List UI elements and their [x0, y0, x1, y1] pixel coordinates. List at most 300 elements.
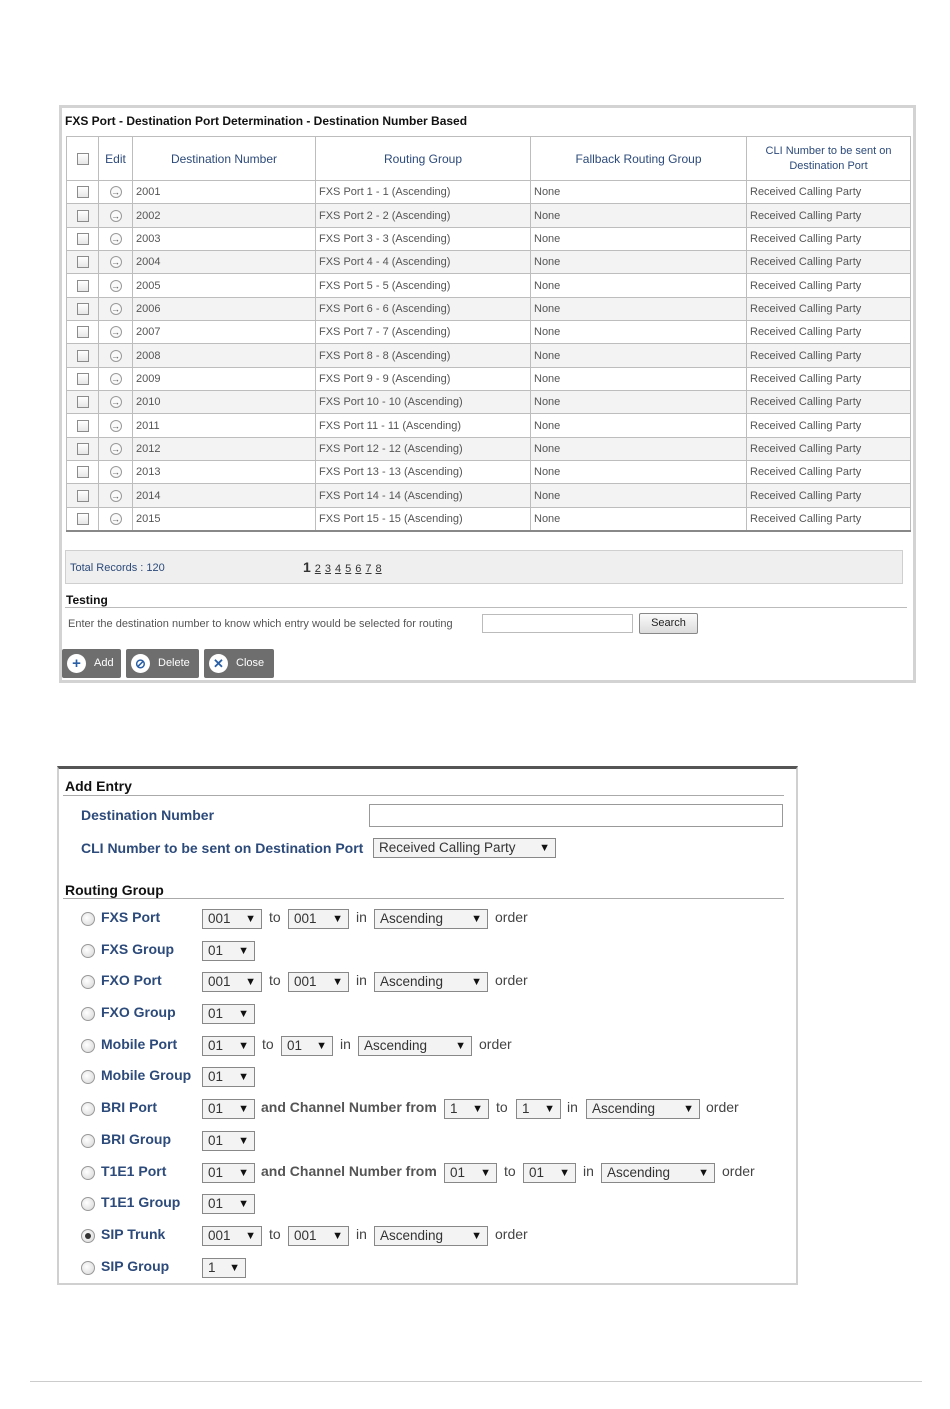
routing-group-cell: FXS Port 10 - 10 (Ascending)	[316, 391, 531, 414]
select-value: 001	[208, 1228, 231, 1243]
chevron-down-icon: ▼	[245, 1230, 256, 1242]
chevron-down-icon: ▼	[332, 1230, 343, 1242]
routing-group-cell: FXS Port 5 - 5 (Ascending)	[316, 274, 531, 297]
close-icon: ✕	[209, 654, 228, 673]
chevron-down-icon: ▼	[238, 1135, 249, 1147]
fxo-port-to-select[interactable]	[288, 972, 349, 992]
select-value: 01	[287, 1038, 303, 1053]
t1e1-group-radio[interactable]	[81, 1197, 95, 1211]
fallback-routing-cell: None	[531, 507, 747, 530]
fallback-routing-cell: None	[531, 227, 747, 250]
row-checkbox[interactable]	[77, 326, 89, 338]
select-value: 01	[208, 1196, 224, 1211]
row-checkbox[interactable]	[77, 303, 89, 315]
destination-number-cell: 2013	[133, 461, 316, 484]
cli-label: CLI Number to be sent on Destination Port	[81, 840, 364, 856]
bri-port-label: BRI Port	[101, 1099, 157, 1115]
cli-number-cell: Received Calling Party	[747, 507, 911, 530]
fallback-routing-cell: None	[531, 297, 747, 320]
row-select-cell[interactable]	[67, 367, 99, 390]
table-row	[67, 484, 911, 507]
bri-port-radio[interactable]	[81, 1102, 95, 1116]
row-edit-cell[interactable]	[99, 437, 133, 460]
to-text: to	[496, 1099, 508, 1115]
fxs-port-radio[interactable]	[81, 912, 95, 926]
table-row	[67, 414, 911, 437]
mobile-port-label: Mobile Port	[101, 1036, 178, 1052]
sip-trunk-label: SIP Trunk	[101, 1226, 166, 1242]
arrow-right-icon[interactable]: →	[111, 397, 120, 408]
row-edit-cell[interactable]	[99, 204, 133, 227]
table-row	[67, 181, 911, 204]
row-select-cell[interactable]	[67, 181, 99, 204]
order-text: order	[495, 972, 528, 988]
select-value: Ascending	[364, 1038, 428, 1053]
total-records: Total Records : 120	[70, 562, 165, 574]
mobile-group-select[interactable]	[202, 1067, 255, 1087]
row-select-cell[interactable]	[67, 321, 99, 344]
table-row	[67, 297, 911, 320]
row-edit-cell[interactable]	[99, 321, 133, 344]
chevron-down-icon: ▼	[238, 1071, 249, 1083]
arrow-right-icon[interactable]: →	[111, 233, 120, 244]
routing-group-cell: FXS Port 11 - 11 (Ascending)	[316, 414, 531, 437]
to-text: to	[504, 1163, 516, 1179]
bri-group-select[interactable]	[202, 1131, 255, 1151]
bri-channel-from-select[interactable]	[444, 1099, 489, 1119]
row-select-cell[interactable]	[67, 344, 99, 367]
routing-group-cell: FXS Port 9 - 9 (Ascending)	[316, 367, 531, 390]
destination-number-cell: 2010	[133, 391, 316, 414]
routing-group-cell: FXS Port 12 - 12 (Ascending)	[316, 437, 531, 460]
plus-icon: +	[67, 654, 86, 673]
t1e1-port-select[interactable]	[202, 1163, 255, 1183]
cli-number-cell: Received Calling Party	[747, 391, 911, 414]
select-value: Ascending	[380, 1228, 444, 1243]
add-entry-panel	[57, 766, 798, 1285]
fallback-routing-cell: None	[531, 321, 747, 344]
row-select-cell[interactable]	[67, 484, 99, 507]
table-row	[67, 227, 911, 250]
page-link[interactable]: 3	[324, 563, 332, 575]
channel-text: and Channel Number from	[261, 1163, 437, 1179]
cli-number-cell: Received Calling Party	[747, 461, 911, 484]
search-button[interactable]: Search	[639, 613, 698, 634]
select-value: 1	[208, 1260, 216, 1275]
fallback-routing-cell: None	[531, 461, 747, 484]
row-checkbox[interactable]	[77, 350, 89, 362]
mobile-port-to-select[interactable]	[281, 1036, 333, 1056]
mobile-port-from-select[interactable]	[202, 1036, 255, 1056]
mobile-port-radio[interactable]	[81, 1039, 95, 1053]
row-checkbox[interactable]	[77, 443, 89, 455]
routing-table	[66, 136, 911, 532]
in-text: in	[356, 1226, 367, 1242]
row-checkbox[interactable]	[77, 256, 89, 268]
cli-number-cell: Received Calling Party	[747, 274, 911, 297]
add-entry-heading: Add Entry	[65, 778, 132, 794]
routing-group-heading: Routing Group	[65, 882, 164, 898]
t1e1-port-order-select[interactable]	[601, 1163, 715, 1183]
row-edit-cell[interactable]	[99, 344, 133, 367]
cli-number-cell: Received Calling Party	[747, 321, 911, 344]
row-edit-cell[interactable]	[99, 461, 133, 484]
fxs-group-radio[interactable]	[81, 944, 95, 958]
select-value: 001	[208, 974, 231, 989]
destination-number-cell: 2014	[133, 484, 316, 507]
edit-column-header: Edit	[99, 137, 133, 181]
chevron-down-icon: ▼	[471, 976, 482, 988]
routing-group-cell: FXS Port 8 - 8 (Ascending)	[316, 344, 531, 367]
cli-select-value: Received Calling Party	[379, 840, 516, 855]
row-edit-cell[interactable]	[99, 367, 133, 390]
chevron-down-icon: ▼	[238, 1198, 249, 1210]
chevron-down-icon: ▼	[316, 1040, 327, 1052]
sip-group-label: SIP Group	[101, 1258, 170, 1274]
row-select-cell[interactable]	[67, 204, 99, 227]
select-value: 01	[208, 943, 224, 958]
to-text: to	[269, 972, 281, 988]
fxs-port-to-select[interactable]	[288, 909, 349, 929]
t1e1-group-select[interactable]	[202, 1194, 255, 1214]
bri-port-select[interactable]	[202, 1099, 255, 1119]
cli-number-cell: Received Calling Party	[747, 484, 911, 507]
t1e1-channel-to-select[interactable]	[523, 1163, 576, 1183]
chevron-down-icon: ▼	[471, 913, 482, 925]
cli-number-cell: Received Calling Party	[747, 204, 911, 227]
destination-number-cell: 2006	[133, 297, 316, 320]
panel-title: FXS Port - Destination Port Determination - Destination Number Based	[65, 114, 468, 128]
cli-select[interactable]	[373, 838, 556, 858]
arrow-right-icon[interactable]: →	[111, 303, 120, 314]
select-value: 01	[450, 1165, 466, 1180]
fallback-routing-cell: None	[531, 484, 747, 507]
cli-number-cell: Received Calling Party	[747, 344, 911, 367]
chevron-down-icon: ▼	[245, 976, 256, 988]
table-row	[67, 321, 911, 344]
arrow-right-icon[interactable]: →	[111, 443, 120, 454]
chevron-down-icon: ▼	[238, 1167, 249, 1179]
select-value: 001	[208, 911, 231, 926]
fallback-routing-cell: None	[531, 414, 747, 437]
sip-group-select[interactable]	[202, 1258, 246, 1278]
destination-number-cell: 2012	[133, 437, 316, 460]
routing-group-cell: FXS Port 7 - 7 (Ascending)	[316, 321, 531, 344]
fallback-routing-cell: None	[531, 181, 747, 204]
table-row	[67, 367, 911, 390]
add-button-label: Add	[94, 657, 114, 669]
select-value: 01	[208, 1069, 224, 1084]
t1e1-group-label: T1E1 Group	[101, 1194, 181, 1210]
in-text: in	[567, 1099, 578, 1115]
chevron-down-icon: ▼	[471, 1230, 482, 1242]
channel-text: and Channel Number from	[261, 1099, 437, 1115]
destination-number-cell: 2001	[133, 181, 316, 204]
page-link[interactable]: 6	[355, 563, 362, 575]
row-checkbox[interactable]	[77, 186, 89, 198]
fallback-routing-cell: None	[531, 251, 747, 274]
close-button[interactable]	[204, 649, 274, 678]
t1e1-channel-from-select[interactable]	[444, 1163, 497, 1183]
row-checkbox[interactable]	[77, 210, 89, 222]
sip-trunk-from-select[interactable]	[202, 1226, 262, 1246]
fxo-group-label: FXO Group	[101, 1004, 176, 1020]
fallback-routing-cell: None	[531, 344, 747, 367]
page-links	[303, 559, 386, 575]
select-value: 01	[208, 1006, 224, 1021]
arrow-right-icon[interactable]: →	[111, 350, 120, 361]
select-value: 01	[208, 1165, 224, 1180]
test-destination-input[interactable]	[482, 614, 633, 633]
chevron-down-icon: ▼	[238, 1008, 249, 1020]
row-checkbox[interactable]	[77, 396, 89, 408]
chevron-down-icon: ▼	[539, 842, 550, 854]
cli-number-cell: Received Calling Party	[747, 251, 911, 274]
routing-group-cell: FXS Port 2 - 2 (Ascending)	[316, 204, 531, 227]
chevron-down-icon: ▼	[698, 1167, 709, 1179]
row-edit-cell[interactable]	[99, 227, 133, 250]
chevron-down-icon: ▼	[332, 913, 343, 925]
row-select-cell[interactable]	[67, 391, 99, 414]
destination-number-cell: 2009	[133, 367, 316, 390]
prohibited-icon: ⊘	[131, 654, 150, 673]
order-text: order	[495, 1226, 528, 1242]
chevron-down-icon: ▼	[683, 1103, 694, 1115]
fxs-port-label: FXS Port	[101, 909, 161, 925]
arrow-right-icon[interactable]: →	[111, 327, 120, 338]
select-value: 01	[208, 1038, 224, 1053]
row-edit-cell[interactable]	[99, 181, 133, 204]
to-text: to	[269, 1226, 281, 1242]
pagination-bar	[65, 550, 903, 584]
fxs-port-order-select[interactable]	[374, 909, 488, 929]
delete-button[interactable]	[126, 649, 199, 678]
chevron-down-icon: ▼	[238, 1103, 249, 1115]
row-select-cell[interactable]	[67, 507, 99, 530]
select-value: Ascending	[380, 974, 444, 989]
routing-group-cell: FXS Port 14 - 14 (Ascending)	[316, 484, 531, 507]
routing-group-cell: FXS Port 15 - 15 (Ascending)	[316, 507, 531, 530]
testing-heading: Testing	[66, 593, 108, 607]
row-checkbox[interactable]	[77, 490, 89, 502]
in-text: in	[356, 972, 367, 988]
in-text: in	[356, 909, 367, 925]
destination-number-cell: 2015	[133, 507, 316, 530]
in-text: in	[583, 1163, 594, 1179]
cli-number-header[interactable]: CLI Number to be sent on Destination Port	[747, 137, 911, 181]
chevron-down-icon: ▼	[480, 1167, 491, 1179]
select-value: Ascending	[380, 911, 444, 926]
mobile-group-label: Mobile Group	[101, 1067, 192, 1083]
destination-number-cell: 2008	[133, 344, 316, 367]
routing-group-header[interactable]: Routing Group	[316, 137, 531, 181]
row-edit-cell[interactable]	[99, 274, 133, 297]
bri-channel-to-select[interactable]	[516, 1099, 561, 1119]
select-value: Ascending	[592, 1101, 656, 1116]
arrow-right-icon[interactable]: →	[111, 513, 120, 524]
arrow-right-icon[interactable]: →	[111, 420, 120, 431]
fallback-routing-cell: None	[531, 391, 747, 414]
chevron-down-icon: ▼	[472, 1103, 483, 1115]
row-edit-cell[interactable]	[99, 391, 133, 414]
row-select-cell[interactable]	[67, 461, 99, 484]
table-body	[67, 181, 911, 531]
row-select-cell[interactable]	[67, 297, 99, 320]
fxs-port-from-select[interactable]	[202, 909, 262, 929]
to-text: to	[262, 1036, 274, 1052]
select-value: 1	[522, 1101, 530, 1116]
arrow-right-icon[interactable]: →	[111, 280, 120, 291]
cli-number-cell: Received Calling Party	[747, 181, 911, 204]
testing-instruction: Enter the destination number to know which entry would be selected for routing	[68, 618, 453, 630]
cli-number-cell: Received Calling Party	[747, 437, 911, 460]
add-button[interactable]	[62, 649, 121, 678]
destination-number-input[interactable]	[369, 804, 783, 827]
sip-trunk-to-select[interactable]	[288, 1226, 349, 1246]
destination-list-panel	[59, 105, 916, 683]
row-checkbox[interactable]	[77, 233, 89, 245]
chevron-down-icon: ▼	[332, 976, 343, 988]
to-text: to	[269, 909, 281, 925]
arrow-right-icon[interactable]: →	[111, 187, 120, 198]
row-select-cell[interactable]	[67, 437, 99, 460]
fallback-routing-cell: None	[531, 204, 747, 227]
page-link[interactable]: 5	[345, 563, 352, 575]
select-value: 1	[450, 1101, 458, 1116]
mobile-port-order-select[interactable]	[358, 1036, 472, 1056]
fallback-routing-cell: None	[531, 274, 747, 297]
fxs-group-label: FXS Group	[101, 941, 175, 957]
sip-trunk-order-select[interactable]	[374, 1226, 488, 1246]
routing-group-cell: FXS Port 6 - 6 (Ascending)	[316, 297, 531, 320]
routing-group-cell: FXS Port 13 - 13 (Ascending)	[316, 461, 531, 484]
order-text: order	[495, 909, 528, 925]
row-edit-cell[interactable]	[99, 414, 133, 437]
select-value: 01	[529, 1165, 545, 1180]
row-checkbox[interactable]	[77, 466, 89, 478]
table-row	[67, 461, 911, 484]
close-button-label: Close	[236, 657, 265, 669]
fxo-port-radio[interactable]	[81, 975, 95, 989]
table-row	[67, 204, 911, 227]
destination-number-cell: 2011	[133, 414, 316, 437]
order-text: order	[479, 1036, 512, 1052]
row-edit-cell[interactable]	[99, 251, 133, 274]
fallback-routing-cell: None	[531, 367, 747, 390]
add-entry-divider	[63, 795, 784, 796]
sip-trunk-radio[interactable]	[81, 1229, 95, 1243]
destination-number-header[interactable]: Destination Number	[133, 137, 316, 181]
order-text: order	[722, 1163, 755, 1179]
row-edit-cell[interactable]	[99, 507, 133, 530]
order-text: order	[706, 1099, 739, 1115]
destination-number-label: Destination Number	[81, 807, 215, 823]
page-link[interactable]: 8	[375, 563, 382, 575]
cli-number-cell: Received Calling Party	[747, 297, 911, 320]
row-checkbox[interactable]	[77, 420, 89, 432]
row-select-cell[interactable]	[67, 251, 99, 274]
arrow-right-icon[interactable]: →	[111, 210, 120, 221]
t1e1-port-radio[interactable]	[81, 1166, 95, 1180]
arrow-right-icon[interactable]: →	[111, 257, 120, 268]
fxo-port-order-select[interactable]	[374, 972, 488, 992]
destination-number-cell: 2005	[133, 274, 316, 297]
mobile-group-radio[interactable]	[81, 1070, 95, 1084]
routing-group-cell: FXS Port 4 - 4 (Ascending)	[316, 251, 531, 274]
select-all-checkbox[interactable]	[77, 153, 89, 165]
chevron-down-icon: ▼	[229, 1262, 240, 1274]
page-footer-rule	[30, 1381, 922, 1382]
table-row	[67, 437, 911, 460]
fallback-routing-group-header[interactable]: Fallback Routing Group	[531, 137, 747, 181]
fxs-group-select[interactable]	[202, 941, 255, 961]
select-all-header[interactable]	[67, 137, 99, 181]
fxo-port-from-select[interactable]	[202, 972, 262, 992]
page-link[interactable]: 7	[365, 563, 372, 575]
row-checkbox[interactable]	[77, 513, 89, 525]
fxo-port-label: FXO Port	[101, 972, 162, 988]
table-row	[67, 507, 911, 530]
table-row	[67, 274, 911, 297]
arrow-right-icon[interactable]: →	[111, 490, 120, 501]
row-select-cell[interactable]	[67, 414, 99, 437]
row-checkbox[interactable]	[77, 373, 89, 385]
t1e1-port-label: T1E1 Port	[101, 1163, 167, 1179]
delete-button-label: Delete	[158, 657, 190, 669]
row-edit-cell[interactable]	[99, 484, 133, 507]
arrow-right-icon[interactable]: →	[111, 373, 120, 384]
select-value: 01	[208, 1101, 224, 1116]
routing-group-cell: FXS Port 1 - 1 (Ascending)	[316, 181, 531, 204]
chevron-down-icon: ▼	[238, 945, 249, 957]
in-text: in	[340, 1036, 351, 1052]
select-value: 001	[294, 974, 317, 989]
cli-number-cell: Received Calling Party	[747, 414, 911, 437]
page-link[interactable]: 4	[335, 563, 342, 575]
fxo-group-select[interactable]	[202, 1004, 255, 1024]
sip-group-radio[interactable]	[81, 1261, 95, 1275]
testing-divider	[65, 607, 907, 608]
fxo-group-radio[interactable]	[81, 1007, 95, 1021]
destination-number-cell: 2003	[133, 227, 316, 250]
cli-number-cell: Received Calling Party	[747, 367, 911, 390]
bri-group-radio[interactable]	[81, 1134, 95, 1148]
select-value: 001	[294, 1228, 317, 1243]
chevron-down-icon: ▼	[559, 1167, 570, 1179]
row-select-cell[interactable]	[67, 274, 99, 297]
chevron-down-icon: ▼	[245, 913, 256, 925]
routing-group-divider	[63, 898, 784, 899]
page-link[interactable]: 1	[303, 559, 311, 575]
select-value: 01	[208, 1133, 224, 1148]
table-row	[67, 391, 911, 414]
cli-number-cell: Received Calling Party	[747, 227, 911, 250]
row-edit-cell[interactable]	[99, 297, 133, 320]
chevron-down-icon: ▼	[238, 1040, 249, 1052]
select-value: 001	[294, 911, 317, 926]
page-link[interactable]: 2	[314, 563, 321, 575]
select-value: Ascending	[607, 1165, 671, 1180]
row-select-cell[interactable]	[67, 227, 99, 250]
chevron-down-icon: ▼	[455, 1040, 466, 1052]
row-checkbox[interactable]	[77, 280, 89, 292]
table-row	[67, 344, 911, 367]
bri-port-order-select[interactable]	[586, 1099, 700, 1119]
routing-group-cell: FXS Port 3 - 3 (Ascending)	[316, 227, 531, 250]
table-row	[67, 251, 911, 274]
fallback-routing-cell: None	[531, 437, 747, 460]
arrow-right-icon[interactable]: →	[111, 467, 120, 478]
